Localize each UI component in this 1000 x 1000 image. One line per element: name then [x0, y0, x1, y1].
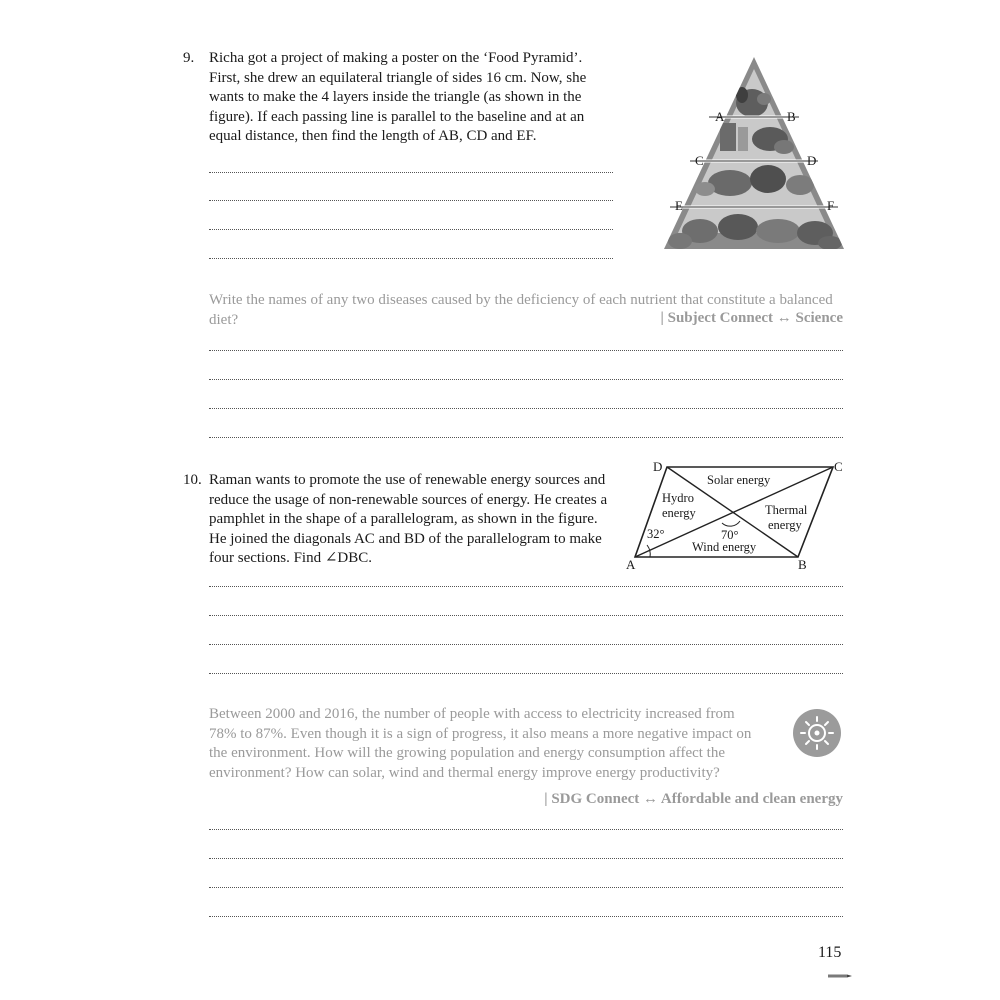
answer-line[interactable] — [209, 437, 843, 438]
question-10-line: Raman wants to promote the use of renewable energy sources and — [209, 472, 606, 488]
pyramid-label-e: E — [675, 198, 683, 213]
question-9-line: figure). If each passing line is parallel to the baseline and at an — [209, 108, 585, 125]
wind-energy-label: Wind energy — [692, 540, 757, 554]
sdg-connect-line: the environment. How will the growing population and energy consumption affect the — [209, 745, 725, 761]
pyramid-label-d: D — [807, 153, 817, 168]
answer-line[interactable] — [209, 258, 613, 259]
question-10-number: 10. — [183, 472, 202, 488]
pyramid-label-b: B — [787, 109, 796, 124]
page-number: 115 — [818, 944, 842, 961]
answer-line[interactable] — [209, 673, 843, 674]
food-pyramid-illustration — [660, 55, 845, 255]
question-9-line: equal distance, then find the length of AB, CD and EF. — [209, 128, 537, 144]
pencil-icon — [828, 965, 852, 969]
question-10-line: pamphlet in the shape of a parallelogram, as shown in the figure. — [209, 511, 598, 527]
question-10-text — [209, 471, 629, 569]
solar-energy-label: Solar energy — [707, 473, 771, 487]
question-9-number: 9. — [183, 50, 195, 66]
question-9-line: Richa got a project of making a poster on the ‘Food Pyramid’. — [209, 50, 583, 66]
answer-line[interactable] — [209, 858, 843, 859]
subject-connect-tag: | Subject Connect ↔ Science — [660, 310, 843, 326]
answer-line[interactable] — [209, 200, 613, 201]
question-9-line: First, she drew an equilateral triangle of sides 16 cm. Now, she — [209, 69, 587, 86]
subject-connect-line: diet? — [209, 311, 239, 328]
answer-line[interactable] — [209, 586, 843, 587]
question-10-line: He joined the diagonals AC and BD of the parallelogram to make — [209, 530, 602, 547]
sdg-energy-icon — [792, 708, 842, 758]
sdg-connect-line: environment? How can solar, wind and thermal energy improve energy productivity? — [209, 764, 720, 781]
angle-70-label: 70° — [721, 528, 739, 542]
pyramid-label-f: F — [827, 198, 835, 213]
parallelogram-label-b: B — [798, 557, 807, 572]
sdg-connect-text — [209, 705, 779, 783]
subject-connect-line: Write the names of any two diseases caused by the deficiency of each nutrient that constitute a balanced — [209, 292, 833, 308]
answer-line[interactable] — [209, 350, 843, 351]
food-pyramid-figure — [660, 55, 845, 255]
answer-line[interactable] — [209, 408, 843, 409]
answer-line[interactable] — [209, 615, 843, 616]
hydro-energy-label-2: energy — [662, 506, 696, 520]
question-9-line: wants to make the 4 layers inside the triangle (as shown in the — [209, 89, 582, 105]
sdg-connect-line: 78% to 87%. Even though it is a sign of progress, it also means a more negative impact on — [209, 725, 752, 742]
answer-line[interactable] — [209, 172, 613, 173]
sdg-connect-tag: | SDG Connect ↔ Affordable and clean energy — [544, 791, 843, 807]
answer-line[interactable] — [209, 887, 843, 888]
question-10-line: reduce the usage of non-renewable sources of energy. He creates a — [209, 491, 608, 508]
pyramid-label-c: C — [695, 153, 704, 168]
sdg-connect-line: Between 2000 and 2016, the number of people with access to electricity increased from — [209, 706, 735, 722]
hydro-energy-label-1: Hydro — [662, 491, 694, 505]
answer-line[interactable] — [209, 829, 843, 830]
parallelogram-label-c: C — [834, 459, 843, 474]
parallelogram-label-a: A — [626, 557, 636, 572]
question-10-line: four sections. Find ∠DBC. — [209, 550, 372, 566]
angle-32-label: 32° — [647, 527, 665, 541]
question-9-text — [209, 49, 629, 147]
answer-line[interactable] — [209, 229, 613, 230]
pyramid-label-a: A — [715, 109, 725, 124]
answer-line[interactable] — [209, 644, 843, 645]
answer-line[interactable] — [209, 916, 843, 917]
answer-line[interactable] — [209, 379, 843, 380]
thermal-energy-label-2: energy — [768, 518, 802, 532]
parallelogram-label-d: D — [653, 459, 663, 474]
thermal-energy-label-1: Thermal — [765, 503, 808, 517]
